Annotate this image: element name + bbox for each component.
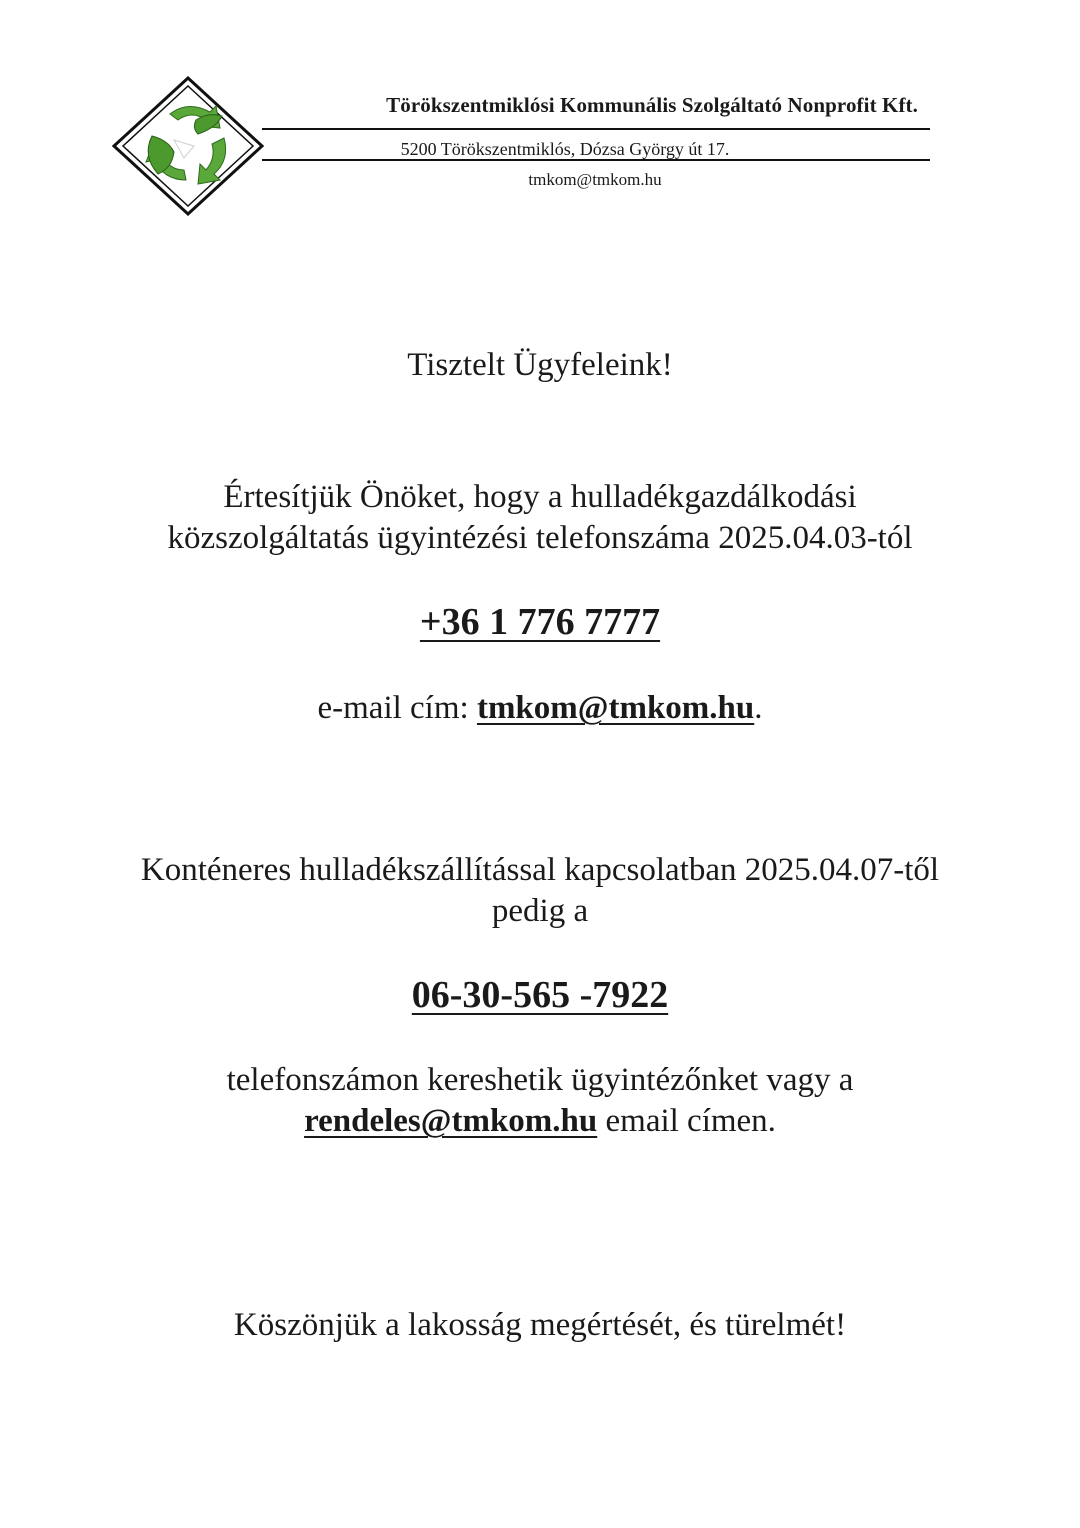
company-email: tmkom@tmkom.hu (528, 170, 662, 189)
order-email-suffix: email címen. (597, 1103, 776, 1139)
header-rule-bottom (262, 159, 930, 161)
contact-line-1: telefonszámon kereshetik ügyintézőnket vagy a (226, 1062, 854, 1098)
order-email-link[interactable]: rendeles@tmkom.hu (304, 1103, 598, 1139)
main-email-link[interactable]: tmkom@tmkom.hu (476, 690, 755, 726)
intro-line-2: közszolgáltatás ügyintézési telefonszáma 2025.04.03-tól (167, 520, 913, 556)
header-rule-top (262, 128, 930, 130)
company-name: Törökszentmiklósi Kommunális Szolgáltató Nonprofit Kft. (386, 93, 918, 117)
container-line-2: pedig a (491, 893, 589, 929)
greeting: Tisztelt Ügyfeleink! (407, 347, 673, 383)
letterhead (0, 0, 1080, 230)
email-prefix: e-mail cím: (317, 690, 477, 726)
email-line (0, 688, 1080, 728)
closing-line: Köszönjük a lakosság megértését, és türelmét! (233, 1307, 847, 1343)
company-address: 5200 Törökszentmiklós, Dózsa György út 17. (400, 139, 730, 159)
recycling-leaf-logo-icon (112, 76, 264, 216)
intro-line-1: Értesítjük Önöket, hogy a hulladékgazdálkodási (223, 479, 857, 515)
main-phone-number[interactable]: +36 1 776 7777 (419, 601, 661, 643)
email-suffix: . (754, 690, 763, 726)
container-line-1: Konténeres hulladékszállítással kapcsolatban 2025.04.07-től (140, 852, 940, 888)
contact-line-2 (0, 1101, 1080, 1141)
container-phone-line (0, 975, 1080, 1017)
container-phone-number[interactable]: 06-30-565 -7922 (411, 974, 669, 1016)
main-phone-line (0, 602, 1080, 644)
